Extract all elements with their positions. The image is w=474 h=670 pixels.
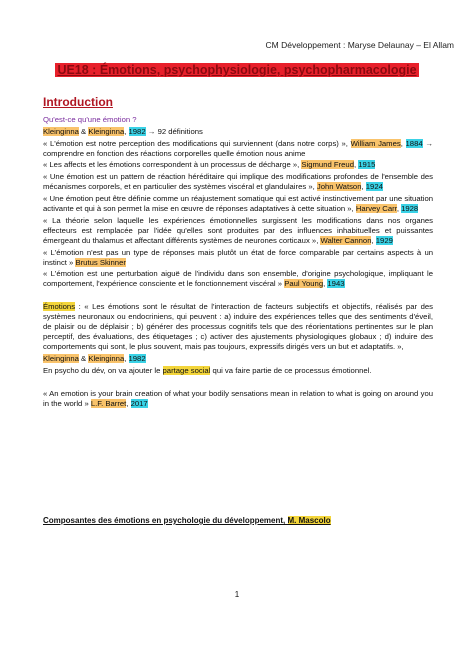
year-highlight: 1943 bbox=[327, 279, 345, 289]
page-number: 1 bbox=[234, 590, 240, 599]
section-heading: Composantes des émotions en psychologie du développement, M. Mascolo bbox=[43, 516, 331, 525]
introduction-heading: Introduction bbox=[43, 95, 113, 109]
year-highlight: 1884 bbox=[405, 138, 423, 148]
paragraph-kleinginna: Kleinginna & Kleinginna, 1982 → 92 définitions bbox=[43, 126, 203, 136]
year-highlight: 1915 bbox=[358, 160, 376, 170]
spacer bbox=[43, 378, 433, 389]
paragraph-barret: « An emotion is your brain creation of what your bodily sensations mean in relation to what is going on around you in the world » L.F. Barret, 2017 bbox=[43, 388, 433, 408]
year-highlight: 1982 bbox=[128, 353, 146, 363]
paragraph-kleinginna-2: Kleinginna & Kleinginna, 1982 bbox=[43, 353, 146, 363]
document-title bbox=[0, 63, 474, 77]
paragraph-emotions-definition: Émotions : « Les émotions sont le résultat de l'interaction de facteurs subjectifs et objectifs, réalisés par des systèmes neuronaux ou endocriniens, qui peuvent : a) induire des expériences telles que des sentiments d'éveil, de plaisir ou de déplaisir ; b) générer des processus cognitifs tels que des réorientations pertinentes sur le plan perceptif, des évaluations, des étiquetages ; c) activer des ajustements physiologiques globaux ; d) induire des comportements qui sont, le plus souvent, mais pas toujours, expressifs dirigés vers un but et adaptatifs. », bbox=[43, 302, 433, 352]
term-highlight: partage social bbox=[162, 365, 211, 375]
spacer bbox=[43, 291, 433, 302]
year-highlight: 1924 bbox=[365, 182, 383, 192]
paragraph-young: « L'émotion est une perturbation aiguë de l'individu dans son ensemble, d'origine psychologique, impliquant le comportement, l'expérience consciente et le fonctionnement viscéral » Paul Young, 1943 bbox=[43, 269, 433, 289]
paragraph-james: « L'émotion est notre perception des modifications qui surviennent (dans notre corps) », William James, 1884 → comprendre en fonction des réactions corporelles quelle émotion nous anime bbox=[43, 138, 434, 158]
author-highlight: Brutus Skinner bbox=[75, 257, 126, 267]
author-highlight: M. Mascolo bbox=[287, 516, 331, 525]
author-highlight: Kleinginna bbox=[88, 126, 125, 136]
author-highlight: Harvey Carr bbox=[355, 203, 397, 213]
question-line: Qu'est-ce qu'une émotion ? bbox=[43, 115, 137, 124]
term-highlight: Émotions bbox=[43, 302, 76, 312]
author-highlight: Kleinginna bbox=[43, 353, 79, 363]
paragraph-skinner: « L'émotion n'est pas un type de réponses mais plutôt un état de force comparable par certains aspects à un instinct » Brutus Skinner bbox=[43, 247, 433, 267]
page-header: CM Développement : Maryse Delaunay – El Allam bbox=[265, 40, 454, 50]
author-highlight: Sigmund Freud bbox=[301, 160, 354, 170]
author-highlight: John Watson bbox=[316, 182, 362, 192]
paragraph-social-sharing: En psycho du dév, on va ajouter le partage social qui va faire partie de ce processus émotionnel. bbox=[43, 365, 372, 375]
paragraph-watson: « Une émotion est un pattern de réaction héréditaire qui implique des modifications profondes de l'ensemble des mécanismes corporels, et en particulier des systèmes viscéral et glandulaires », John Watson, 1924 bbox=[43, 172, 433, 192]
year-highlight: 1982 bbox=[128, 126, 146, 136]
paragraph-freud: « Les affects et les émotions correspondent à un processus de décharge », Sigmund Freud, 1915 bbox=[43, 160, 376, 170]
author-highlight: Kleinginna bbox=[88, 353, 125, 363]
year-highlight: 1929 bbox=[375, 235, 393, 245]
author-highlight: Walter Cannon bbox=[320, 235, 372, 245]
document-body bbox=[43, 115, 433, 410]
paragraph-cannon: « La théorie selon laquelle les expériences émotionnelles surgissent les modifications dans nos organes effecteurs est remplacée par l'idée qu'elles sont produites par des influences inhabituelles et puissantes émergeant du thalamus et affectant différents systèmes de neurones corticaux », Walter Cannon, 1929 bbox=[43, 215, 433, 245]
author-highlight: Kleinginna bbox=[43, 126, 79, 136]
title-text: UE18 : Émotions, psychophysiologie, psychopharmacologie bbox=[57, 63, 417, 77]
author-highlight: Paul Young bbox=[284, 279, 324, 289]
paragraph-carr: « Une émotion peut être définie comme un réajustement somatique qui est activé instinctivement par une situation activante et qui à son permet la mise en œuvre de réponses adaptatives à cette situation », Harvey Carr, 1928 bbox=[43, 193, 433, 213]
author-highlight: L.F. Barret bbox=[90, 398, 127, 408]
author-highlight: William James bbox=[350, 138, 401, 148]
year-highlight: 2017 bbox=[130, 398, 148, 408]
year-highlight: 1928 bbox=[401, 203, 419, 213]
